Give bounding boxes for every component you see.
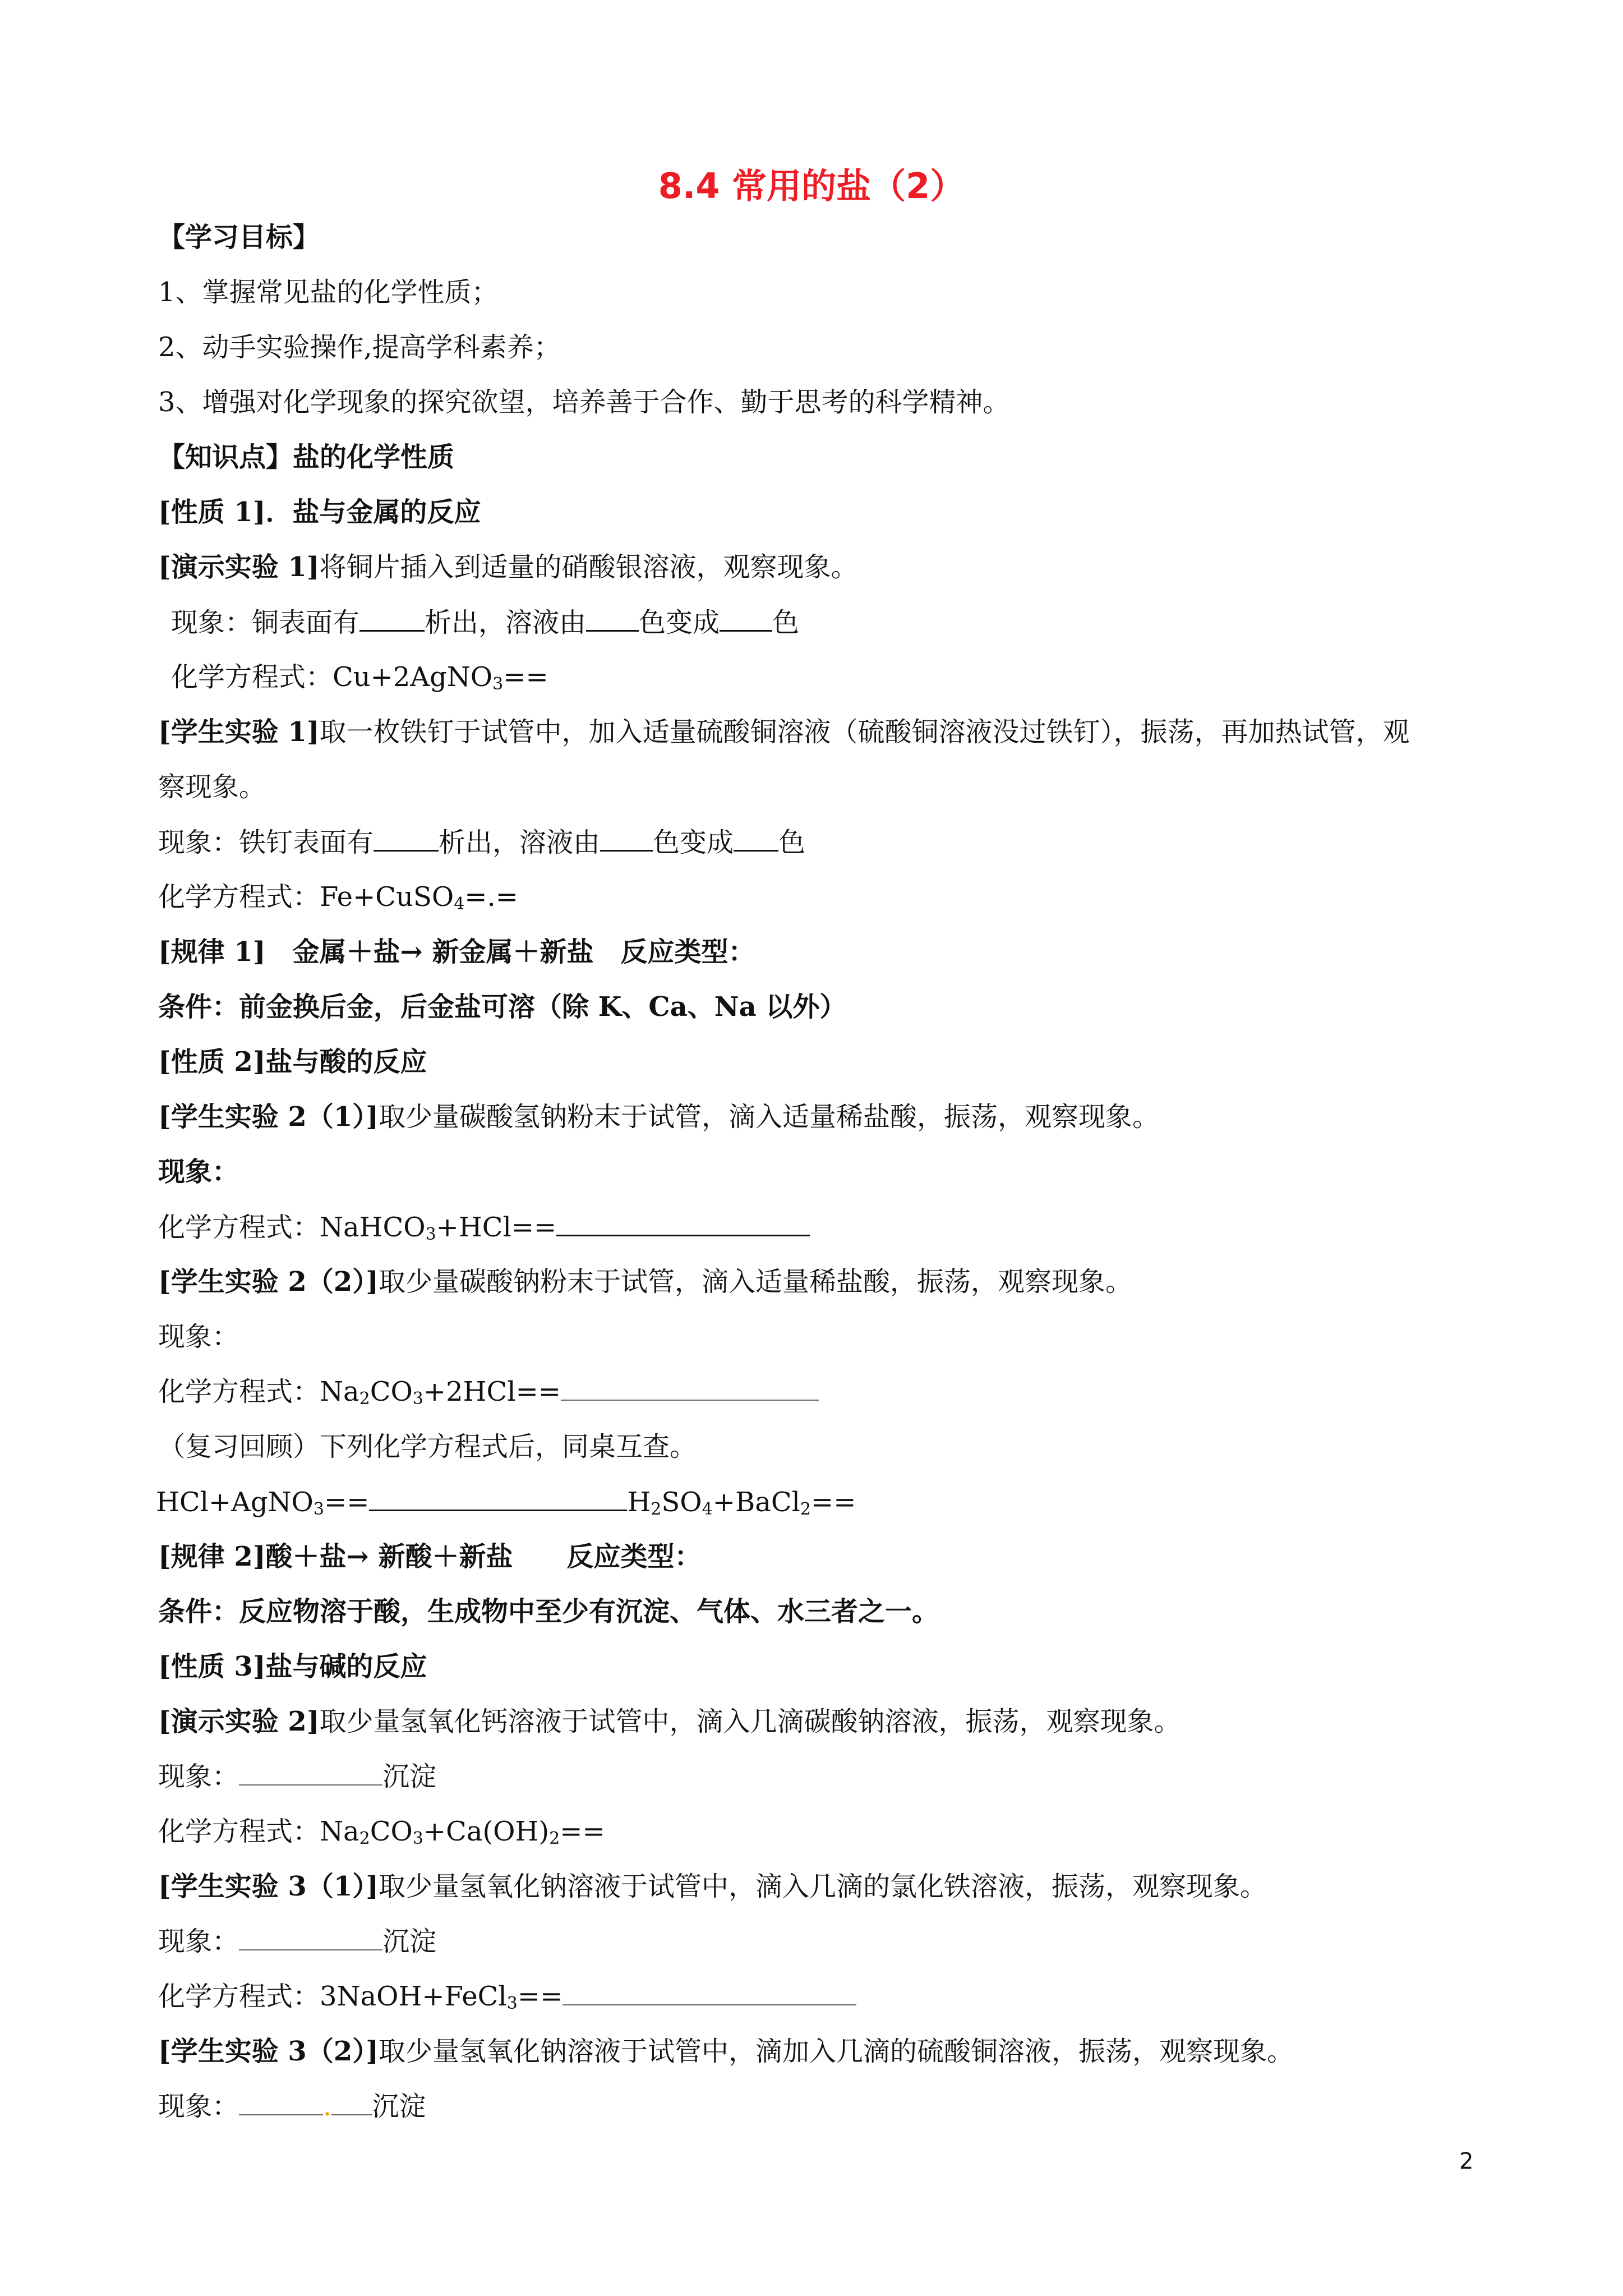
demo-1-text: 将铜片插入到适量的硝酸银溶液，观察现象。 [319,551,858,583]
subscript: 2 [359,1389,370,1409]
demo-1-phenomenon-a: 现象：铜表面有 [171,607,360,638]
marker-dot: . [323,2091,332,2122]
subscript: 3 [313,1499,324,1519]
equation-end: == [560,1816,605,1847]
page-title: 8.4 常用的盐（2） [658,165,965,206]
student-experiment-1 [158,715,1410,749]
knowledge-heading-tag: 【知识点】 [158,441,293,473]
knowledge-heading-text: 盐的化学性质 [293,441,455,473]
equation-lead: HCl+AgNO [156,1487,313,1518]
demo-1-phenomenon-d: 色 [772,607,800,638]
equation-end: == [811,1487,856,1518]
subscript: 2 [800,1499,811,1519]
blank[interactable] [331,2090,372,2115]
subscript: 4 [454,894,465,914]
student-1-tag: [学生实验 1] [158,716,320,748]
page-number: 2 [1459,2148,1474,2174]
student-2-1-text: 取少量碳酸氢钠粉末于试管，滴入适量稀盐酸，振荡，观察现象。 [378,1101,1159,1133]
student-1-equation [158,880,518,914]
student-experiment-3-1 [158,1870,1267,1903]
student-1-phenomenon-d: 色 [778,827,806,858]
equation-lead: 化学方程式：Fe+CuSO [158,881,454,913]
subscript: 3 [492,674,504,694]
demo-2-phenomenon [158,1760,436,1793]
equation-part: +BaCl [712,1487,800,1518]
answer-blank[interactable] [561,1375,819,1401]
student-3-2-phenomenon [158,2090,426,2123]
student-1-phenomenon [158,825,805,859]
phenomenon-lead: 现象： [158,1926,239,1957]
blank[interactable] [734,825,778,852]
rule-1: [规律 1] 金属＋盐→ 新金属＋新盐 反应类型： [158,936,755,968]
student-3-1-equation [158,1980,856,2013]
student-2-2-text: 取少量碳酸钠粉末于试管，滴入适量稀盐酸，振荡，观察现象。 [378,1266,1132,1297]
equation-lead: 化学方程式：Na [158,1376,359,1407]
equation-lead: 化学方程式：Na [158,1816,359,1847]
phenomenon-lead: 现象： [158,1761,239,1792]
phenomenon-lead: 现象： [158,2091,239,2122]
equation-end: == [503,661,548,693]
student-2-1-phenomenon: 现象： [158,1156,239,1188]
objective-1: 1、掌握常见盐的化学性质； [158,277,499,308]
demo-2-tag: [演示实验 2] [158,1706,320,1737]
demo-1-tag: [演示实验 1] [158,551,320,583]
student-3-2-text: 取少量氢氧化钠溶液于试管中，滴加入几滴的硫酸铜溶液，振荡，观察现象。 [378,2036,1294,2067]
blank[interactable] [239,1925,382,1950]
equation-part: CO [370,1816,413,1847]
equation-lead: 化学方程式：Cu+2AgNO [171,661,493,693]
subscript: 3 [412,1389,423,1409]
student-1-phenomenon-a: 现象：铁钉表面有 [158,827,374,858]
property-1-heading: [性质 1]．盐与金属的反应 [158,496,481,528]
student-experiment-2-2 [158,1265,1132,1299]
equation-lead: H [627,1487,651,1518]
demo-1-phenomenon-c: 色变成 [639,607,720,638]
review-equations [156,1485,856,1519]
demo-1-equation [171,660,548,694]
phenomenon-end: 沉淀 [372,2091,426,2122]
property-2-heading: [性质 2]盐与酸的反应 [158,1046,427,1078]
property-3-heading: [性质 3]盐与碱的反应 [158,1651,427,1682]
blank[interactable] [239,2090,323,2115]
student-2-1-tag: [学生实验 2（1）] [158,1101,379,1133]
equation-lead: 化学方程式：3NaOH+FeCl [158,1981,507,2012]
answer-blank[interactable] [562,1980,856,2005]
student-2-1-equation [158,1210,810,1244]
equation-end: +HCl== [436,1212,557,1243]
equation-end: == [324,1487,370,1518]
blank[interactable] [586,605,639,632]
student-3-1-text: 取少量氢氧化钠溶液于试管中，滴入几滴的氯化铁溶液，振荡，观察现象。 [378,1871,1267,1902]
objective-3: 3、增强对化学现象的探究欲望，培养善于合作、勤于思考的科学精神。 [158,386,1010,418]
student-2-2-equation [158,1375,819,1409]
equation-part: CO [370,1376,413,1407]
demo-1-phenomenon-b: 析出，溶液由 [425,607,587,638]
demo-1-phenomenon [171,605,799,639]
equation-part: SO [661,1487,702,1518]
blank[interactable] [600,825,653,852]
student-3-1-tag: [学生实验 3（1）] [158,1871,379,1902]
subscript: 2 [549,1829,560,1848]
blank[interactable] [359,605,425,632]
subscript: 4 [702,1499,713,1519]
student-experiment-3-2 [158,2035,1294,2068]
student-1-phenomenon-c: 色变成 [653,827,734,858]
review-prompt: （复习回顾）下列化学方程式后，同桌互查。 [158,1431,697,1462]
blank[interactable] [720,605,772,632]
objective-2: 2、动手实验操作,提高学科素养； [158,332,561,363]
student-1-phenomenon-b: 析出，溶液由 [439,827,601,858]
student-experiment-2-1 [158,1100,1159,1134]
demo-2-equation [158,1815,605,1848]
demo-2-text: 取少量氢氧化钙溶液于试管中，滴入几滴碳酸钠溶液，振荡，观察现象。 [319,1706,1181,1737]
student-2-2-phenomenon: 现象： [158,1321,239,1352]
condition-2: 条件：反应物溶于酸，生成物中至少有沉淀、气体、水三者之一。 [158,1596,939,1627]
demo-experiment-1 [158,550,858,584]
answer-blank[interactable] [369,1485,627,1511]
equation-end: =.= [464,881,518,913]
condition-1: 条件：前金换后金，后金盐可溶（除 K、Ca、Na 以外） [158,991,847,1023]
blank[interactable] [374,825,439,852]
objectives-heading: 【学习目标】 [158,222,320,253]
knowledge-heading [158,440,454,474]
demo-experiment-2 [158,1705,1181,1738]
equation-end: == [517,1981,563,2012]
phenomenon-end: 沉淀 [382,1926,437,1957]
student-1-text: 取一枚铁钉于试管中，加入适量硫酸铜溶液（硫酸铜溶液没过铁钉），振荡，再加热试管，观 [319,716,1410,748]
subscript: 3 [425,1225,436,1244]
equation-end: +2HCl== [423,1376,561,1407]
phenomenon-end: 沉淀 [382,1761,437,1792]
equation-lead: 化学方程式：NaHCO [158,1212,426,1243]
rule-2: [规律 2]酸＋盐→ 新酸＋新盐 反应类型： [158,1541,702,1572]
student-2-2-tag: [学生实验 2（2）] [158,1266,379,1297]
subscript: 2 [359,1829,370,1848]
subscript: 3 [412,1829,423,1848]
student-3-2-tag: [学生实验 3（2）] [158,2036,379,2067]
blank[interactable] [239,1760,382,1786]
student-3-1-phenomenon [158,1925,436,1958]
subscript: 2 [651,1499,662,1519]
student-1-text-cont: 察现象。 [158,771,266,803]
subscript: 3 [506,1994,518,2013]
answer-blank[interactable] [556,1210,810,1236]
equation-part: +Ca(OH) [423,1816,550,1847]
